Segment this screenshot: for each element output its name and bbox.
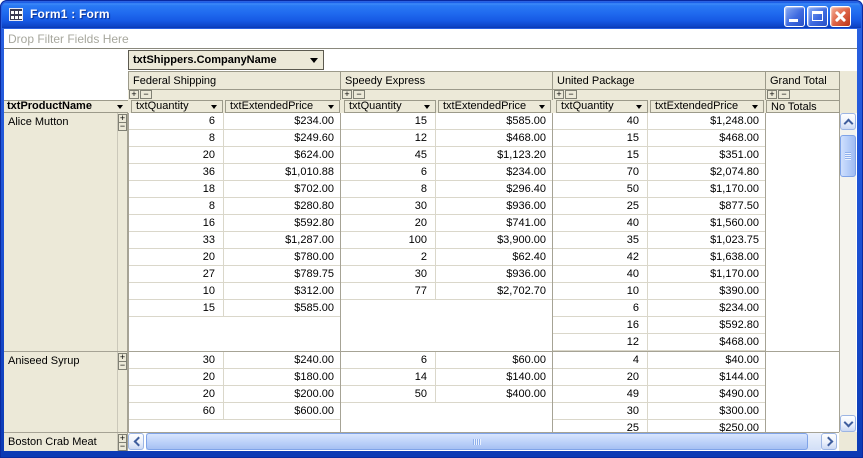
quantity-cell[interactable]: 10	[553, 283, 648, 299]
record-row	[553, 266, 765, 283]
horizontal-scrollbar[interactable]	[146, 433, 821, 450]
dropdown-arrow-icon[interactable]	[752, 105, 758, 109]
quantity-cell[interactable]: 77	[341, 283, 436, 299]
extended-price-cell[interactable]: $468.00	[719, 336, 759, 348]
data-cells-federal-aniseed	[128, 352, 341, 432]
extended-price-cell[interactable]: $780.00	[294, 251, 334, 263]
quantity-cell[interactable]: 30	[341, 266, 436, 282]
quantity-cell[interactable]: 20	[341, 215, 436, 231]
extended-price-cell[interactable]: $702.00	[294, 183, 334, 195]
extended-price-cell[interactable]: $144.00	[719, 371, 759, 383]
collapse-minus-button[interactable]	[118, 122, 127, 131]
dropdown-arrow-icon[interactable]	[117, 105, 123, 109]
window-controls	[784, 6, 851, 27]
quantity-cell[interactable]: 8	[129, 130, 224, 146]
record-row	[129, 386, 340, 403]
record-row	[341, 266, 552, 283]
quantity-cell[interactable]: 60	[129, 403, 224, 419]
expand-plus-button[interactable]	[129, 90, 139, 99]
quantity-cell[interactable]: 100	[341, 232, 436, 248]
extended-price-cell[interactable]: $468.00	[719, 132, 759, 144]
field-button-quantity-united[interactable]	[556, 100, 648, 113]
record-row	[341, 215, 552, 232]
window-titlebar[interactable]	[2, 2, 861, 28]
grand-total-cells-aniseed	[766, 352, 840, 432]
extended-price-cell[interactable]: $400.00	[506, 388, 546, 400]
record-row	[341, 164, 552, 181]
filter-drop-label: Drop Filter Fields Here	[8, 32, 129, 46]
field-button-quantity-speedy[interactable]	[344, 100, 436, 113]
field-label: txtQuantity	[136, 100, 189, 112]
extended-price-cell[interactable]: $2,074.80	[710, 166, 759, 178]
record-row	[129, 147, 340, 164]
row-header-aniseed-syrup[interactable]: Aniseed Syrup	[4, 352, 118, 432]
record-row	[129, 266, 340, 283]
quantity-cell[interactable]: 20	[129, 147, 224, 163]
collapse-minus-button[interactable]	[140, 90, 152, 99]
quantity-cell[interactable]: 33	[129, 232, 224, 248]
extended-price-cell[interactable]: $390.00	[719, 285, 759, 297]
quantity-cell[interactable]: 14	[341, 369, 436, 385]
extended-price-cell[interactable]: $600.00	[294, 405, 334, 417]
quantity-cell[interactable]: 20	[129, 386, 224, 402]
dropdown-arrow-icon[interactable]	[636, 105, 642, 109]
record-row	[553, 300, 765, 317]
record-row	[341, 147, 552, 164]
record-row	[129, 249, 340, 266]
record-row	[553, 164, 765, 181]
row-field-label: txtProductName	[7, 100, 92, 112]
scroll-right-button[interactable]	[821, 433, 837, 450]
quantity-cell[interactable]: 12	[341, 130, 436, 146]
record-row	[553, 386, 765, 403]
quantity-cell[interactable]: 40	[553, 266, 648, 282]
record-row	[553, 334, 765, 351]
extended-price-cell[interactable]: $592.80	[294, 217, 334, 229]
data-cells-federal-alice	[128, 113, 341, 351]
quantity-cell[interactable]: 70	[553, 164, 648, 180]
quantity-cell[interactable]: 27	[129, 266, 224, 282]
extended-price-cell[interactable]: $1,287.00	[285, 234, 334, 246]
expand-plus-button[interactable]	[767, 90, 777, 99]
record-row	[553, 249, 765, 266]
row-expand-strip	[118, 352, 128, 432]
record-row	[341, 232, 552, 249]
quantity-cell[interactable]: 30	[553, 403, 648, 419]
extended-price-cell[interactable]: $250.00	[719, 422, 759, 432]
record-row	[553, 317, 765, 334]
field-button-price-speedy[interactable]	[438, 100, 551, 113]
quantity-cell[interactable]: 16	[553, 317, 648, 333]
collapse-minus-button[interactable]	[118, 442, 127, 451]
extended-price-cell[interactable]: $936.00	[506, 200, 546, 212]
field-label: txtQuantity	[349, 100, 402, 112]
quantity-cell[interactable]: 30	[129, 352, 224, 368]
record-row	[553, 198, 765, 215]
record-row	[341, 113, 552, 130]
extended-price-cell[interactable]: $592.80	[719, 319, 759, 331]
dropdown-arrow-icon[interactable]	[310, 58, 318, 63]
record-row	[341, 130, 552, 147]
record-row	[129, 352, 340, 369]
quantity-cell[interactable]: 15	[129, 300, 224, 316]
record-row	[129, 113, 340, 130]
extended-price-cell[interactable]: $234.00	[719, 302, 759, 314]
quantity-cell[interactable]: 20	[129, 249, 224, 265]
extended-price-cell[interactable]: $1,170.00	[710, 183, 759, 195]
record-row	[553, 352, 765, 369]
record-row	[341, 369, 552, 386]
record-row	[129, 198, 340, 215]
extended-price-cell[interactable]: $249.60	[294, 132, 334, 144]
dropdown-arrow-icon[interactable]	[539, 105, 545, 109]
record-row	[341, 352, 552, 369]
quantity-cell[interactable]: 40	[553, 113, 648, 129]
chevron-down-icon	[844, 418, 854, 428]
field-label: txtExtendedPrice	[443, 100, 527, 112]
extended-price-cell[interactable]: $585.00	[506, 115, 546, 127]
record-row	[129, 283, 340, 300]
dropdown-arrow-icon[interactable]	[211, 105, 217, 109]
expand-plus-button[interactable]	[554, 90, 564, 99]
field-button-price-united[interactable]	[650, 100, 764, 113]
extended-price-cell[interactable]: $234.00	[506, 166, 546, 178]
extended-price-cell[interactable]: $140.00	[506, 371, 546, 383]
quantity-cell[interactable]: 6	[341, 352, 436, 368]
extended-price-cell[interactable]: $936.00	[506, 268, 546, 280]
quantity-cell[interactable]: 15	[553, 130, 648, 146]
extended-price-cell[interactable]: $1,123.20	[497, 149, 546, 161]
quantity-cell[interactable]: 49	[553, 386, 648, 402]
quantity-cell[interactable]: 40	[553, 215, 648, 231]
record-row	[341, 181, 552, 198]
window-title: Form1 : Form	[30, 7, 110, 21]
quantity-cell[interactable]: 45	[341, 147, 436, 163]
extended-price-cell[interactable]: $1,248.00	[710, 115, 759, 127]
maximize-icon	[812, 11, 823, 21]
expand-plus-button[interactable]	[342, 90, 352, 99]
close-button[interactable]	[830, 6, 851, 27]
row-header-alice-mutton[interactable]: Alice Mutton	[4, 113, 118, 351]
extended-price-cell[interactable]: $62.40	[512, 251, 546, 263]
quantity-cell[interactable]: 10	[129, 283, 224, 299]
extended-price-cell[interactable]: $2,702.70	[497, 285, 546, 297]
filter-drop-zone[interactable]	[4, 29, 857, 49]
quantity-cell[interactable]: 50	[341, 386, 436, 402]
quantity-cell[interactable]: 25	[553, 198, 648, 214]
chevron-up-icon	[844, 119, 854, 129]
extended-price-cell[interactable]: $240.00	[294, 354, 334, 366]
record-row	[129, 130, 340, 147]
extended-price-cell[interactable]: $300.00	[719, 405, 759, 417]
data-cells-united-alice	[553, 113, 766, 351]
record-row	[129, 300, 340, 317]
quantity-cell[interactable]: 15	[341, 113, 436, 129]
quantity-cell[interactable]: 8	[129, 198, 224, 214]
quantity-cell[interactable]: 12	[553, 334, 648, 350]
quantity-cell[interactable]: 36	[129, 164, 224, 180]
quantity-cell[interactable]: 35	[553, 232, 648, 248]
record-row	[553, 283, 765, 300]
quantity-cell[interactable]: 30	[341, 198, 436, 214]
group-expand-strip-grand-total	[766, 90, 840, 100]
extended-price-cell[interactable]: $180.00	[294, 371, 334, 383]
record-row	[553, 403, 765, 420]
extended-price-cell[interactable]: $280.80	[294, 200, 334, 212]
record-row	[553, 232, 765, 249]
extended-price-cell[interactable]: $200.00	[294, 388, 334, 400]
quantity-cell[interactable]: 20	[553, 369, 648, 385]
minimize-button[interactable]	[784, 6, 805, 27]
extended-price-cell[interactable]: $468.00	[506, 132, 546, 144]
collapse-minus-button[interactable]	[353, 90, 365, 99]
dropdown-arrow-icon[interactable]	[424, 105, 430, 109]
form-icon	[8, 7, 24, 23]
data-cells-speedy-aniseed	[341, 352, 553, 432]
group-header-united-package[interactable]: United Package	[553, 71, 766, 90]
field-label: txtQuantity	[561, 100, 614, 112]
extended-price-cell[interactable]: $1,023.75	[710, 234, 759, 246]
data-cells-united-aniseed	[553, 352, 766, 432]
quantity-cell[interactable]: 8	[341, 181, 436, 197]
minimize-icon	[789, 19, 798, 22]
horizontal-scrollbar-thumb[interactable]	[146, 433, 808, 450]
extended-price-cell[interactable]: $585.00	[294, 302, 334, 314]
extended-price-cell[interactable]: $296.40	[506, 183, 546, 195]
extended-price-cell[interactable]: $3,900.00	[497, 234, 546, 246]
column-field-button[interactable]	[128, 50, 324, 70]
field-button-price-federal[interactable]	[225, 100, 340, 113]
quantity-cell[interactable]: 50	[553, 181, 648, 197]
group-expand-strip-federal	[128, 90, 341, 100]
field-label: txtExtendedPrice	[655, 100, 739, 112]
record-row	[129, 232, 340, 249]
quantity-cell[interactable]: 25	[553, 420, 648, 432]
record-row	[553, 369, 765, 386]
scroll-left-button[interactable]	[128, 433, 144, 450]
grand-total-no-totals-label: No Totals	[766, 100, 840, 113]
record-row	[129, 403, 340, 420]
quantity-cell[interactable]: 18	[129, 181, 224, 197]
extended-price-cell[interactable]: $1,170.00	[710, 268, 759, 280]
quantity-cell[interactable]: 4	[553, 352, 648, 368]
record-row	[129, 369, 340, 386]
group-header-speedy-express[interactable]: Speedy Express	[341, 71, 553, 90]
group-expand-strip-speedy	[341, 90, 553, 100]
quantity-cell[interactable]: 2	[341, 249, 436, 265]
quantity-cell[interactable]: 15	[553, 147, 648, 163]
group-expand-strip-united	[553, 90, 766, 100]
record-row	[129, 164, 340, 181]
collapse-minus-button[interactable]	[778, 90, 790, 99]
extended-price-cell[interactable]: $60.00	[512, 354, 546, 366]
extended-price-cell[interactable]: $312.00	[294, 285, 334, 297]
extended-price-cell[interactable]: $1,010.88	[285, 166, 334, 178]
column-field-label: txtShippers.CompanyName	[133, 54, 277, 66]
chevron-right-icon	[824, 437, 834, 447]
extended-price-cell[interactable]: $789.75	[294, 268, 334, 280]
dropdown-arrow-icon[interactable]	[328, 105, 334, 109]
record-row	[553, 113, 765, 130]
record-row	[553, 215, 765, 232]
extended-price-cell[interactable]: $351.00	[719, 149, 759, 161]
row-header-boston-crab-meat[interactable]: Boston Crab Meat	[4, 433, 118, 451]
quantity-cell[interactable]: 20	[129, 369, 224, 385]
maximize-button[interactable]	[807, 6, 828, 27]
grand-total-cells-alice	[766, 113, 840, 351]
record-row	[341, 249, 552, 266]
extended-price-cell[interactable]: $624.00	[294, 149, 334, 161]
record-row	[129, 181, 340, 198]
row-field-button[interactable]	[4, 100, 128, 113]
pivot-table-view	[4, 29, 857, 451]
group-header-grand-total[interactable]: Grand Total	[766, 71, 840, 90]
record-row	[553, 147, 765, 164]
quantity-cell[interactable]: 16	[129, 215, 224, 231]
quantity-cell[interactable]: 6	[553, 300, 648, 316]
record-row	[341, 386, 552, 403]
row-expand-strip	[118, 113, 128, 351]
extended-price-cell[interactable]: $741.00	[506, 217, 546, 229]
record-row	[129, 215, 340, 232]
record-row	[553, 130, 765, 147]
collapse-minus-button[interactable]	[565, 90, 577, 99]
quantity-cell[interactable]: 6	[341, 164, 436, 180]
extended-price-cell[interactable]: $490.00	[719, 388, 759, 400]
group-header-federal-shipping[interactable]: Federal Shipping	[128, 71, 341, 90]
record-row	[553, 420, 765, 432]
record-row	[341, 283, 552, 300]
quantity-cell[interactable]: 42	[553, 249, 648, 265]
extended-price-cell[interactable]: $40.00	[725, 354, 759, 366]
extended-price-cell[interactable]: $877.50	[719, 200, 759, 212]
extended-price-cell[interactable]: $234.00	[294, 115, 334, 127]
scrollbar-corner	[839, 432, 857, 451]
field-button-quantity-federal[interactable]	[131, 100, 223, 113]
collapse-minus-button[interactable]	[118, 361, 127, 370]
vertical-scrollbar[interactable]	[840, 113, 856, 432]
row-expand-strip	[118, 433, 128, 451]
record-row	[553, 181, 765, 198]
extended-price-cell[interactable]: $1,560.00	[710, 217, 759, 229]
extended-price-cell[interactable]: $1,638.00	[710, 251, 759, 263]
vertical-scrollbar-thumb[interactable]	[840, 135, 856, 177]
chevron-left-icon	[134, 437, 144, 447]
record-row	[341, 198, 552, 215]
data-cells-speedy-alice	[341, 113, 553, 351]
scroll-down-button[interactable]	[840, 415, 856, 432]
field-label: txtExtendedPrice	[230, 100, 314, 112]
scroll-up-button[interactable]	[840, 113, 856, 130]
quantity-cell[interactable]: 6	[129, 113, 224, 129]
